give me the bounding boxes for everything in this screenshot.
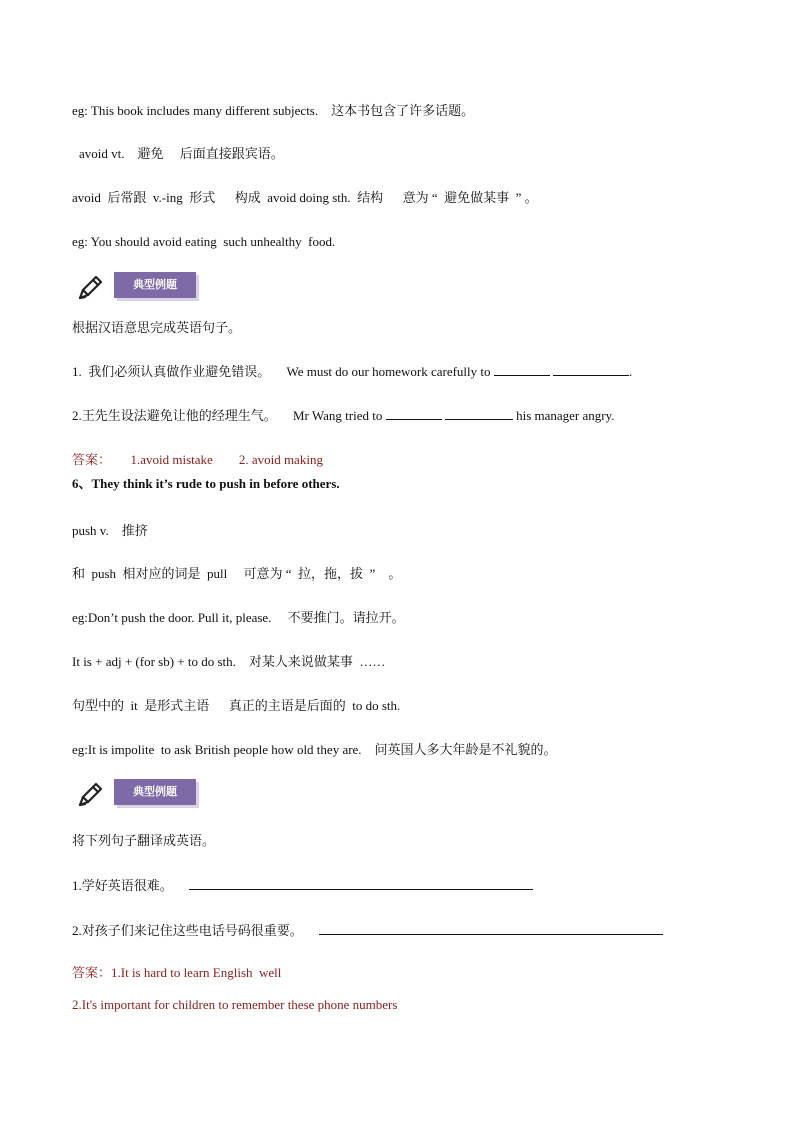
question-end: his manager angry.: [512, 408, 615, 423]
push-definition: push v. 推挤: [72, 523, 148, 538]
exercise-2-answer-1: 答案：1.It is hard to learn English well: [72, 965, 282, 980]
example-avoid: eg: You should avoid eating such unhealthy food.: [72, 234, 336, 249]
section-6-heading: 6、They think it’s rude to push in before others.: [72, 476, 340, 491]
answer-blank: [319, 922, 663, 935]
typical-example-header-1: [74, 270, 204, 306]
question-text: 1. 我们必须认真做作业避免错误。 We must do our homework carefully to: [72, 364, 494, 379]
answer-blank: [553, 363, 629, 376]
sentence-pattern: It is + adj + (for sb) + to do sth. 对某人来说做某事 ……: [72, 654, 386, 669]
avoid-definition: avoid vt. 避免 后面直接跟宾语。: [79, 146, 284, 161]
question-end: .: [629, 364, 633, 379]
pattern-note: 句型中的 it 是形式主语 真正的主语是后面的 to do sth.: [72, 698, 401, 713]
exercise-2-instruction: 将下列句子翻译成英语。: [72, 833, 216, 848]
exercise-2-question-1: [72, 877, 533, 895]
answer-blank: [189, 877, 533, 890]
typical-example-badge: 典型例题: [114, 779, 196, 805]
example-pattern: eg:It is impolite to ask British people how old they are. 问英国人多大年龄是不礼貌的。: [72, 742, 557, 757]
exercise-1-answer: 答案： 1.avoid mistake 2. avoid making: [72, 452, 323, 467]
answer-blank: [494, 363, 550, 376]
typical-example-header-2: [74, 777, 204, 813]
exercise-1-question-2: [72, 407, 615, 425]
example-push: eg:Don’t push the door. Pull it, please. 不要推门。请拉开。: [72, 610, 405, 625]
answer-blank: [386, 407, 442, 420]
exercise-1-question-1: [72, 363, 632, 381]
question-text: 2.王先生设法避免让他的经理生气。 Mr Wang tried to: [72, 408, 386, 423]
typical-example-badge: 典型例题: [114, 272, 196, 298]
exercise-2-question-2: [72, 922, 663, 940]
pencil-icon: [74, 272, 106, 304]
exercise-1-instruction: 根据汉语意思完成英语句子。: [72, 320, 242, 335]
question-text: 2.对孩子们来记住这些电话号码很重要。: [72, 923, 320, 938]
example-includes: eg: This book includes many different subjects. 这本书包含了许多话题。: [72, 103, 475, 118]
answer-blank: [445, 407, 513, 420]
exercise-2-answer-2: 2.It's important for children to remember these phone numbers: [72, 997, 398, 1012]
pull-note: 和 push 相对应的词是 pull 可意为 “ 拉，拖，拔 ” 。: [72, 566, 402, 581]
pencil-icon: [74, 779, 106, 811]
avoid-usage: avoid 后常跟 v.-ing 形式 构成 avoid doing sth. 结构 意为 “ 避免做某事 ” 。: [72, 190, 538, 205]
question-text: 1.学好英语很难。: [72, 878, 190, 893]
